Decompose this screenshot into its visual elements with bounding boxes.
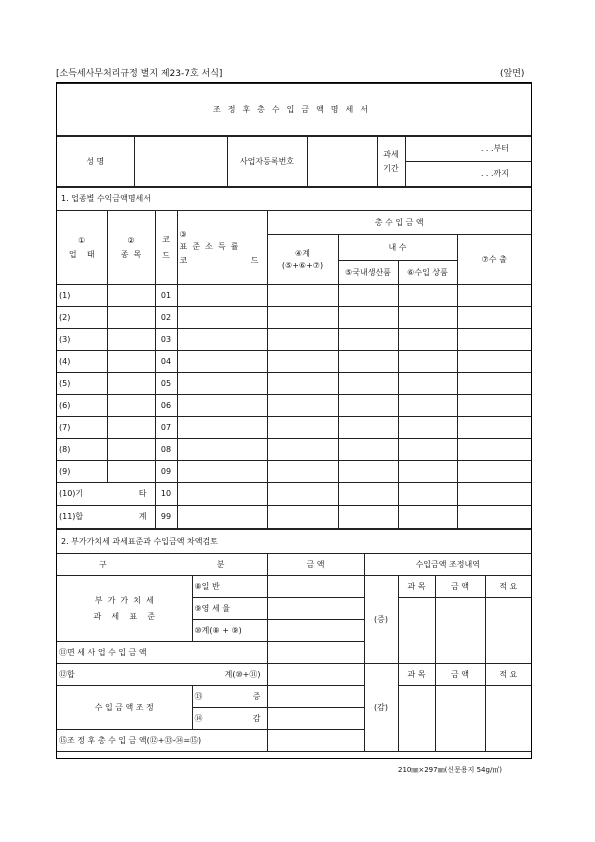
- standard-income-rate-header: ③ 표 준 소 득 률 코 드: [177, 211, 267, 285]
- standard-rate-cell[interactable]: [177, 285, 267, 307]
- name-label: 성 명: [57, 137, 134, 187]
- adjustment-details-header: 수입금액 조정내역: [364, 554, 531, 576]
- industry-cell[interactable]: (3): [57, 329, 107, 351]
- import-goods-cell[interactable]: [398, 329, 457, 351]
- decrease-amount-cell[interactable]: [435, 686, 485, 752]
- export-cell[interactable]: [457, 439, 531, 461]
- export-cell[interactable]: [457, 329, 531, 351]
- increase-mark: (증): [364, 576, 398, 664]
- tax-exempt-revenue-label: ⑪면 세 사 업 수 입 금 액: [57, 642, 267, 664]
- import-goods-cell[interactable]: [398, 439, 457, 461]
- code-cell: 07: [155, 417, 177, 439]
- sum2-label: ⑫합 계(⑩+⑪): [57, 664, 267, 686]
- domestic-product-cell[interactable]: [338, 417, 398, 439]
- item-cell[interactable]: [107, 461, 155, 483]
- decrease-label: ⑭ 감: [192, 708, 267, 730]
- increase-subject-header: 과 목: [398, 576, 435, 598]
- standard-rate-cell[interactable]: [177, 373, 267, 395]
- title-table: [57, 83, 531, 136]
- industry-row: [57, 439, 531, 461]
- sum-cell[interactable]: [267, 285, 338, 307]
- import-goods-cell[interactable]: [398, 417, 457, 439]
- decrease-subject-cell[interactable]: [398, 686, 435, 752]
- standard-rate-cell[interactable]: [177, 395, 267, 417]
- increase-subject-cell[interactable]: [398, 598, 435, 664]
- total-row-cell[interactable]: [338, 506, 398, 529]
- standard-rate-cell[interactable]: [177, 329, 267, 351]
- import-goods-cell[interactable]: [398, 307, 457, 329]
- increase-amount[interactable]: [267, 686, 364, 708]
- business-number-value[interactable]: [307, 137, 377, 187]
- industry-cell[interactable]: (1): [57, 285, 107, 307]
- sum-header: ④계 (⑤+⑥+⑦): [267, 235, 338, 285]
- standard-rate-cell[interactable]: [177, 461, 267, 483]
- import-goods-cell[interactable]: [398, 285, 457, 307]
- domestic-product-cell[interactable]: [338, 307, 398, 329]
- total-row-label: (11)합 계: [57, 506, 155, 529]
- tax-period-label: 과세 기간: [377, 137, 405, 187]
- increase-label: ⑬ 증: [192, 686, 267, 708]
- decrease-amount[interactable]: [267, 708, 364, 730]
- item-cell[interactable]: [107, 285, 155, 307]
- page-side-label: (앞면): [500, 69, 525, 79]
- item-cell[interactable]: [107, 373, 155, 395]
- industry-cell[interactable]: (2): [57, 307, 107, 329]
- item-cell[interactable]: [107, 307, 155, 329]
- other-row-code: 10: [155, 483, 177, 506]
- increase-summary-cell[interactable]: [485, 598, 531, 664]
- other-row-cell[interactable]: [398, 483, 457, 506]
- zero-rate-label: ⑨영 세 율: [192, 598, 267, 620]
- import-goods-cell[interactable]: [398, 395, 457, 417]
- vat-sum-label: ⑩계(⑧ + ⑨): [192, 620, 267, 642]
- paper-spec-footer: 210㎜×297㎜(신문용지 54g/㎡): [398, 766, 503, 774]
- decrease-amount-header: 금 액: [435, 664, 485, 686]
- other-row-label: (10)기 타: [57, 483, 155, 506]
- code-cell: 06: [155, 395, 177, 417]
- standard-rate-cell[interactable]: [177, 439, 267, 461]
- category-header: 구 분: [57, 554, 267, 576]
- tax-period-from[interactable]: . . .부터: [405, 137, 531, 162]
- item-cell[interactable]: [107, 329, 155, 351]
- section2-title: 2. 부가가치세 과세표준과 수입금액 차액검토: [57, 530, 531, 554]
- industry-revenue-table: [57, 187, 531, 529]
- adjusted-total-revenue-amount[interactable]: [267, 730, 364, 752]
- industry-row: [57, 461, 531, 483]
- general-amount[interactable]: [267, 576, 364, 598]
- sum-cell[interactable]: [267, 439, 338, 461]
- domestic-product-cell[interactable]: [338, 439, 398, 461]
- decrease-subject-header: 과 목: [398, 664, 435, 686]
- item-cell[interactable]: [107, 439, 155, 461]
- total-revenue-header: 총 수 입 금 액: [267, 211, 531, 235]
- industry-cell[interactable]: (7): [57, 417, 107, 439]
- import-goods-cell[interactable]: [398, 373, 457, 395]
- import-goods-header: ⑥수입 상품: [398, 261, 457, 285]
- item-cell[interactable]: [107, 351, 155, 373]
- industry-row: [57, 307, 531, 329]
- item-cell[interactable]: [107, 395, 155, 417]
- form-title: 조정후총수입금액명세서: [57, 84, 531, 136]
- total-row-cell[interactable]: [398, 506, 457, 529]
- domestic-product-cell[interactable]: [338, 373, 398, 395]
- decrease-summary-cell[interactable]: [485, 686, 531, 752]
- adjusted-total-revenue-label: ⑮조 정 후 총 수 입 금 액(⑫+⑬-⑭=⑮): [57, 730, 267, 752]
- code-cell: 04: [155, 351, 177, 373]
- total-row-code: 99: [155, 506, 177, 529]
- domestic-product-cell[interactable]: [338, 395, 398, 417]
- sum-cell[interactable]: [267, 351, 338, 373]
- form-regulation-header: [소득세사무처리규정 별지 제23-7호 서식]: [56, 69, 223, 79]
- business-number-label: 사업자등록번호: [227, 137, 307, 187]
- industry-row: [57, 329, 531, 351]
- revenue-statement-form: [56, 82, 532, 759]
- export-cell[interactable]: [457, 395, 531, 417]
- revenue-adjustment-label: 수 입 금 액 조 정: [57, 686, 192, 730]
- sum-cell[interactable]: [267, 461, 338, 483]
- increase-amount-cell[interactable]: [435, 598, 485, 664]
- sum2-amount[interactable]: [267, 664, 364, 686]
- decrease-mark: (감): [364, 664, 398, 752]
- code-cell: 05: [155, 373, 177, 395]
- sum-cell[interactable]: [267, 417, 338, 439]
- total-row-cell[interactable]: [457, 506, 531, 529]
- industry-cell[interactable]: (4): [57, 351, 107, 373]
- increase-amount-header: 금 액: [435, 576, 485, 598]
- standard-rate-cell[interactable]: [177, 351, 267, 373]
- domestic-product-cell[interactable]: [338, 285, 398, 307]
- domestic-header: 내 수: [338, 235, 457, 261]
- tax-period-to[interactable]: . . .까지: [405, 162, 531, 187]
- item-cell[interactable]: [107, 417, 155, 439]
- sum-cell[interactable]: [267, 395, 338, 417]
- domestic-product-cell[interactable]: [338, 329, 398, 351]
- item-header: ② 종 목: [107, 211, 155, 285]
- other-row-cell[interactable]: [177, 483, 267, 506]
- domestic-product-cell[interactable]: [338, 461, 398, 483]
- domestic-product-header: ⑤국내생산품: [338, 261, 398, 285]
- industry-header: ① 업 태: [57, 211, 107, 285]
- amount-header: 금 액: [267, 554, 364, 576]
- industry-cell[interactable]: (9): [57, 461, 107, 483]
- vat-tax-base-label: 부 가 가 치 세 과 세 표 준: [57, 576, 192, 642]
- domestic-product-cell[interactable]: [338, 351, 398, 373]
- standard-rate-cell[interactable]: [177, 417, 267, 439]
- code-cell: 03: [155, 329, 177, 351]
- name-value[interactable]: [134, 137, 227, 187]
- increase-summary-header: 적 요: [485, 576, 531, 598]
- import-goods-cell[interactable]: [398, 351, 457, 373]
- industry-cell[interactable]: (6): [57, 395, 107, 417]
- industry-row: [57, 373, 531, 395]
- sum-cell[interactable]: [267, 307, 338, 329]
- export-cell[interactable]: [457, 417, 531, 439]
- zero-rate-amount[interactable]: [267, 598, 364, 620]
- standard-rate-cell[interactable]: [177, 307, 267, 329]
- code-cell: 08: [155, 439, 177, 461]
- export-cell[interactable]: [457, 373, 531, 395]
- export-header: ⑦수 출: [457, 235, 531, 285]
- general-label: ⑧일 반: [192, 576, 267, 598]
- industry-row: [57, 417, 531, 439]
- taxpayer-info-table: [57, 136, 531, 187]
- other-row-cell[interactable]: [338, 483, 398, 506]
- export-cell[interactable]: [457, 351, 531, 373]
- tax-exempt-revenue-amount[interactable]: [267, 642, 364, 664]
- vat-difference-table: [57, 529, 531, 752]
- vat-sum-amount[interactable]: [267, 620, 364, 642]
- industry-row: [57, 395, 531, 417]
- import-goods-cell[interactable]: [398, 461, 457, 483]
- sum-cell[interactable]: [267, 329, 338, 351]
- sum-cell[interactable]: [267, 373, 338, 395]
- code-header: 코 드: [155, 211, 177, 285]
- code-cell: 09: [155, 461, 177, 483]
- industry-row: [57, 285, 531, 307]
- section1-title: 1. 업종별 수익금액명세서: [57, 188, 531, 211]
- industry-row: [57, 351, 531, 373]
- industry-cell[interactable]: (5): [57, 373, 107, 395]
- other-row-cell[interactable]: [457, 483, 531, 506]
- export-cell[interactable]: [457, 307, 531, 329]
- industry-cell[interactable]: (8): [57, 439, 107, 461]
- code-cell: 02: [155, 307, 177, 329]
- code-cell: 01: [155, 285, 177, 307]
- total-row-cell[interactable]: [267, 506, 338, 529]
- export-cell[interactable]: [457, 461, 531, 483]
- other-row-cell[interactable]: [267, 483, 338, 506]
- decrease-summary-header: 적 요: [485, 664, 531, 686]
- total-row-cell[interactable]: [177, 506, 267, 529]
- export-cell[interactable]: [457, 285, 531, 307]
